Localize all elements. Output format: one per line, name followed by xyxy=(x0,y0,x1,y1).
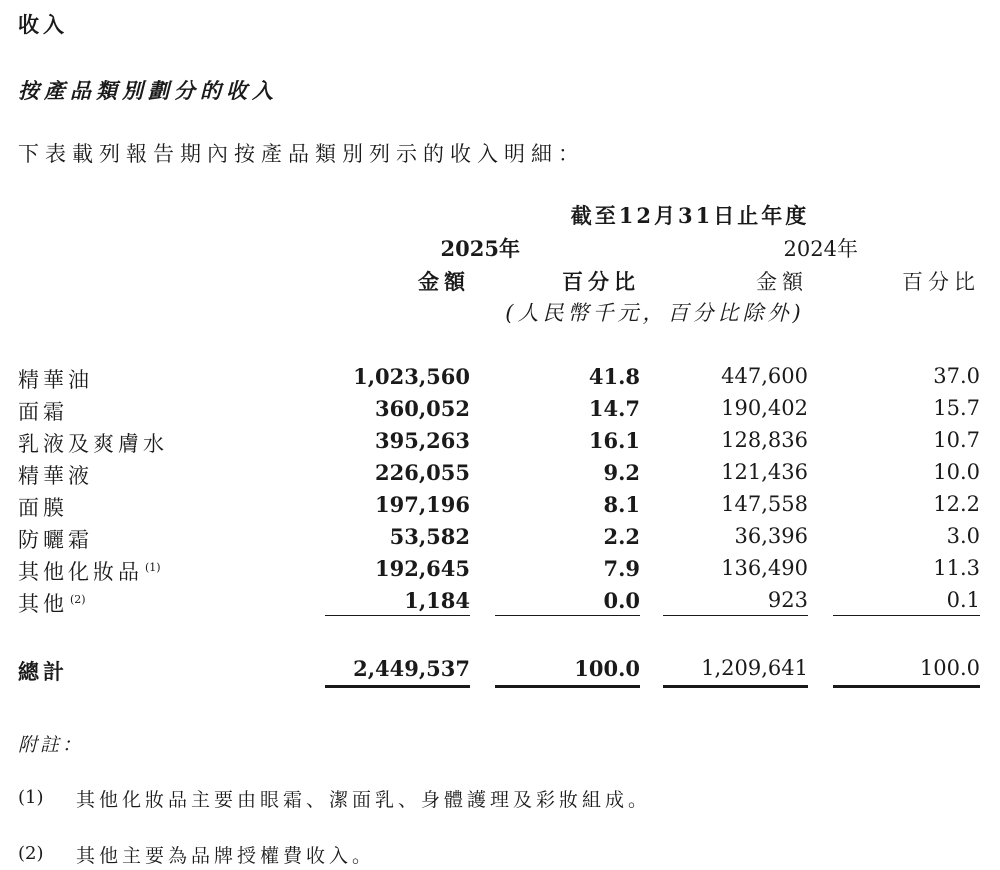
total-double-rule-1 xyxy=(325,685,470,688)
table-cell: 0.0 xyxy=(603,588,640,613)
note-1-text: 其他化妝品主要由眼霜、潔面乳、身體護理及彩妝組成。 xyxy=(76,789,652,811)
table-cell: 16.1 xyxy=(588,428,640,453)
row-label xyxy=(18,460,93,490)
note-2-text: 其他主要為品牌授權費收入。 xyxy=(76,845,376,867)
col-amount-2025: 金額 xyxy=(418,269,470,294)
notes-heading: 附註： xyxy=(18,734,85,756)
row-label-text: 防曬霜 xyxy=(18,528,93,552)
subtotal-rule-4 xyxy=(833,615,980,616)
table-cell: 36,396 xyxy=(734,524,808,548)
col-percent-2024: 百分比 xyxy=(902,270,980,294)
row-label xyxy=(18,492,68,522)
table-cell: 41.8 xyxy=(588,364,640,389)
table-cell: 10.7 xyxy=(933,428,980,452)
table-cell: 136,490 xyxy=(721,556,808,580)
table-cell: 14.7 xyxy=(588,396,640,421)
note-1-number: (1) xyxy=(18,787,44,808)
total-percent-2024: 100.0 xyxy=(919,656,980,680)
subtotal-rule-1 xyxy=(325,615,470,616)
table-cell: 923 xyxy=(767,588,808,612)
row-label-text: 精華油 xyxy=(18,368,93,392)
table-cell: 53,582 xyxy=(389,524,470,549)
table-cell: 9.2 xyxy=(603,460,640,485)
period-header: 截至12月31日止年度 xyxy=(570,203,810,228)
row-label xyxy=(18,588,86,618)
table-cell: 2.2 xyxy=(603,524,640,549)
footnote-marker: (2) xyxy=(70,593,86,606)
row-label xyxy=(18,428,168,458)
note-2-number: (2) xyxy=(18,843,44,864)
table-cell: 12.2 xyxy=(933,492,980,516)
year-2024-header: 2024年 xyxy=(783,237,858,261)
table-cell: 1,023,560 xyxy=(353,364,470,389)
table-cell: 190,402 xyxy=(721,396,808,420)
table-cell: 15.7 xyxy=(933,396,980,420)
total-double-rule-3 xyxy=(663,685,808,688)
total-label: 總計 xyxy=(18,659,68,684)
subtotal-rule-2 xyxy=(495,615,640,616)
table-cell: 8.1 xyxy=(603,492,640,517)
table-cell: 11.3 xyxy=(933,556,980,580)
table-cell: 3.0 xyxy=(946,524,980,548)
intro-text: 下表載列報告期內按產品類別列示的收入明細： xyxy=(18,142,585,166)
subsection-title: 按產品類別劃分的收入 xyxy=(18,78,278,103)
total-double-rule-2 xyxy=(495,685,640,688)
total-amount-2024: 1,209,641 xyxy=(701,656,808,680)
row-label-text: 面膜 xyxy=(18,496,68,520)
col-amount-2024: 金額 xyxy=(756,270,808,294)
total-percent-2025: 100.0 xyxy=(574,656,640,681)
footnote-marker: (1) xyxy=(145,561,161,574)
table-cell: 7.9 xyxy=(603,556,640,581)
table-cell: 197,196 xyxy=(375,492,470,517)
table-cell: 192,645 xyxy=(375,556,470,581)
table-cell: 10.0 xyxy=(933,460,980,484)
row-label xyxy=(18,524,93,554)
total-double-rule-4 xyxy=(833,685,980,688)
row-label-text: 面霜 xyxy=(18,400,68,424)
row-label xyxy=(18,396,68,426)
table-cell: 447,600 xyxy=(721,364,808,388)
row-label-text: 精華液 xyxy=(18,464,93,488)
table-cell: 128,836 xyxy=(721,428,808,452)
row-label-text: 其他化妝品 xyxy=(18,560,143,584)
table-cell: 147,558 xyxy=(721,492,808,516)
row-label xyxy=(18,556,161,586)
row-label-text: 其他 xyxy=(18,592,68,616)
table-cell: 121,436 xyxy=(721,460,808,484)
table-cell: 360,052 xyxy=(375,396,470,421)
col-percent-2025: 百分比 xyxy=(562,269,640,294)
table-cell: 395,263 xyxy=(375,428,470,453)
subtotal-rule-3 xyxy=(663,615,808,616)
table-cell: 37.0 xyxy=(933,364,980,388)
total-amount-2025: 2,449,537 xyxy=(353,656,470,681)
table-cell: 0.1 xyxy=(946,588,980,612)
table-cell: 1,184 xyxy=(404,588,470,613)
page-title: 收入 xyxy=(18,12,68,37)
row-label xyxy=(18,364,93,394)
row-label-text: 乳液及爽膚水 xyxy=(18,432,168,456)
year-2025-header: 2025年 xyxy=(440,236,520,261)
table-cell: 226,055 xyxy=(375,460,470,485)
unit-note: (人民幣千元，百分比除外) xyxy=(505,301,805,325)
